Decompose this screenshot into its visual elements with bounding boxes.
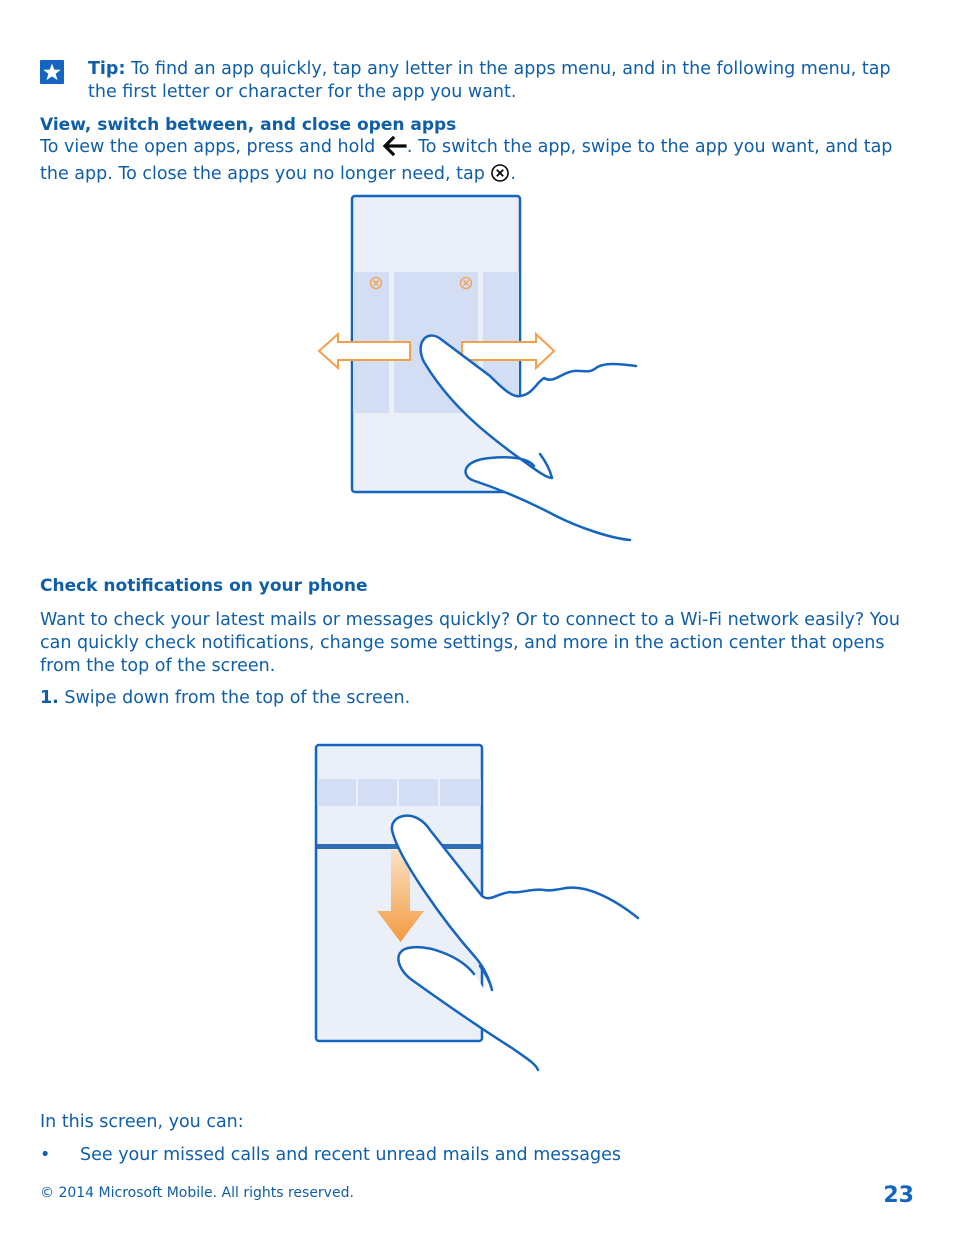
tip-paragraph: [88, 58, 918, 104]
tip-text: To find an app quickly, tap any letter in the apps menu, and in the following menu, tap the first letter or character for the app you want.: [88, 59, 891, 102]
back-arrow-icon: [381, 136, 407, 163]
open-apps-text-2: . To switch the app, swipe to the app you want, and tap the app. To close the apps you no longer need, tap: [40, 137, 893, 184]
switch-apps-illustration: [300, 190, 660, 550]
screen-intro: In this screen, you can:: [40, 1112, 244, 1132]
section-heading-notifications: Check notifications on your phone: [40, 576, 368, 596]
page-number: 23: [883, 1183, 914, 1208]
step-1: [40, 687, 410, 710]
quick-action-tile: [440, 779, 481, 806]
open-apps-text-1: To view the open apps, press and hold: [40, 137, 381, 157]
section-heading-open-apps: View, switch between, and close open apps: [40, 115, 457, 135]
quick-action-tile: [358, 779, 397, 806]
bullet-item: See your missed calls and recent unread mails and messages: [80, 1145, 621, 1165]
step-number: 1.: [40, 688, 59, 708]
open-apps-paragraph: [40, 136, 918, 190]
tip-label: Tip:: [88, 59, 126, 79]
copyright: © 2014 Microsoft Mobile. All rights reserved.: [40, 1185, 354, 1201]
quick-action-tile: [399, 779, 438, 806]
notifications-intro: Want to check your latest mails or messages quickly? Or to connect to a Wi-Fi network easily? You can quickly check notifications, change some settings, and more in the action center that opens from the top of the screen.: [40, 610, 900, 676]
bullet-marker: •: [40, 1145, 51, 1165]
open-apps-text-3: .: [510, 164, 516, 184]
close-circle-icon: [490, 163, 510, 190]
star-icon: [40, 60, 64, 84]
swipe-down-illustration: [300, 738, 660, 1078]
step-text: Swipe down from the top of the screen.: [58, 688, 411, 708]
quick-action-tile: [317, 779, 356, 806]
